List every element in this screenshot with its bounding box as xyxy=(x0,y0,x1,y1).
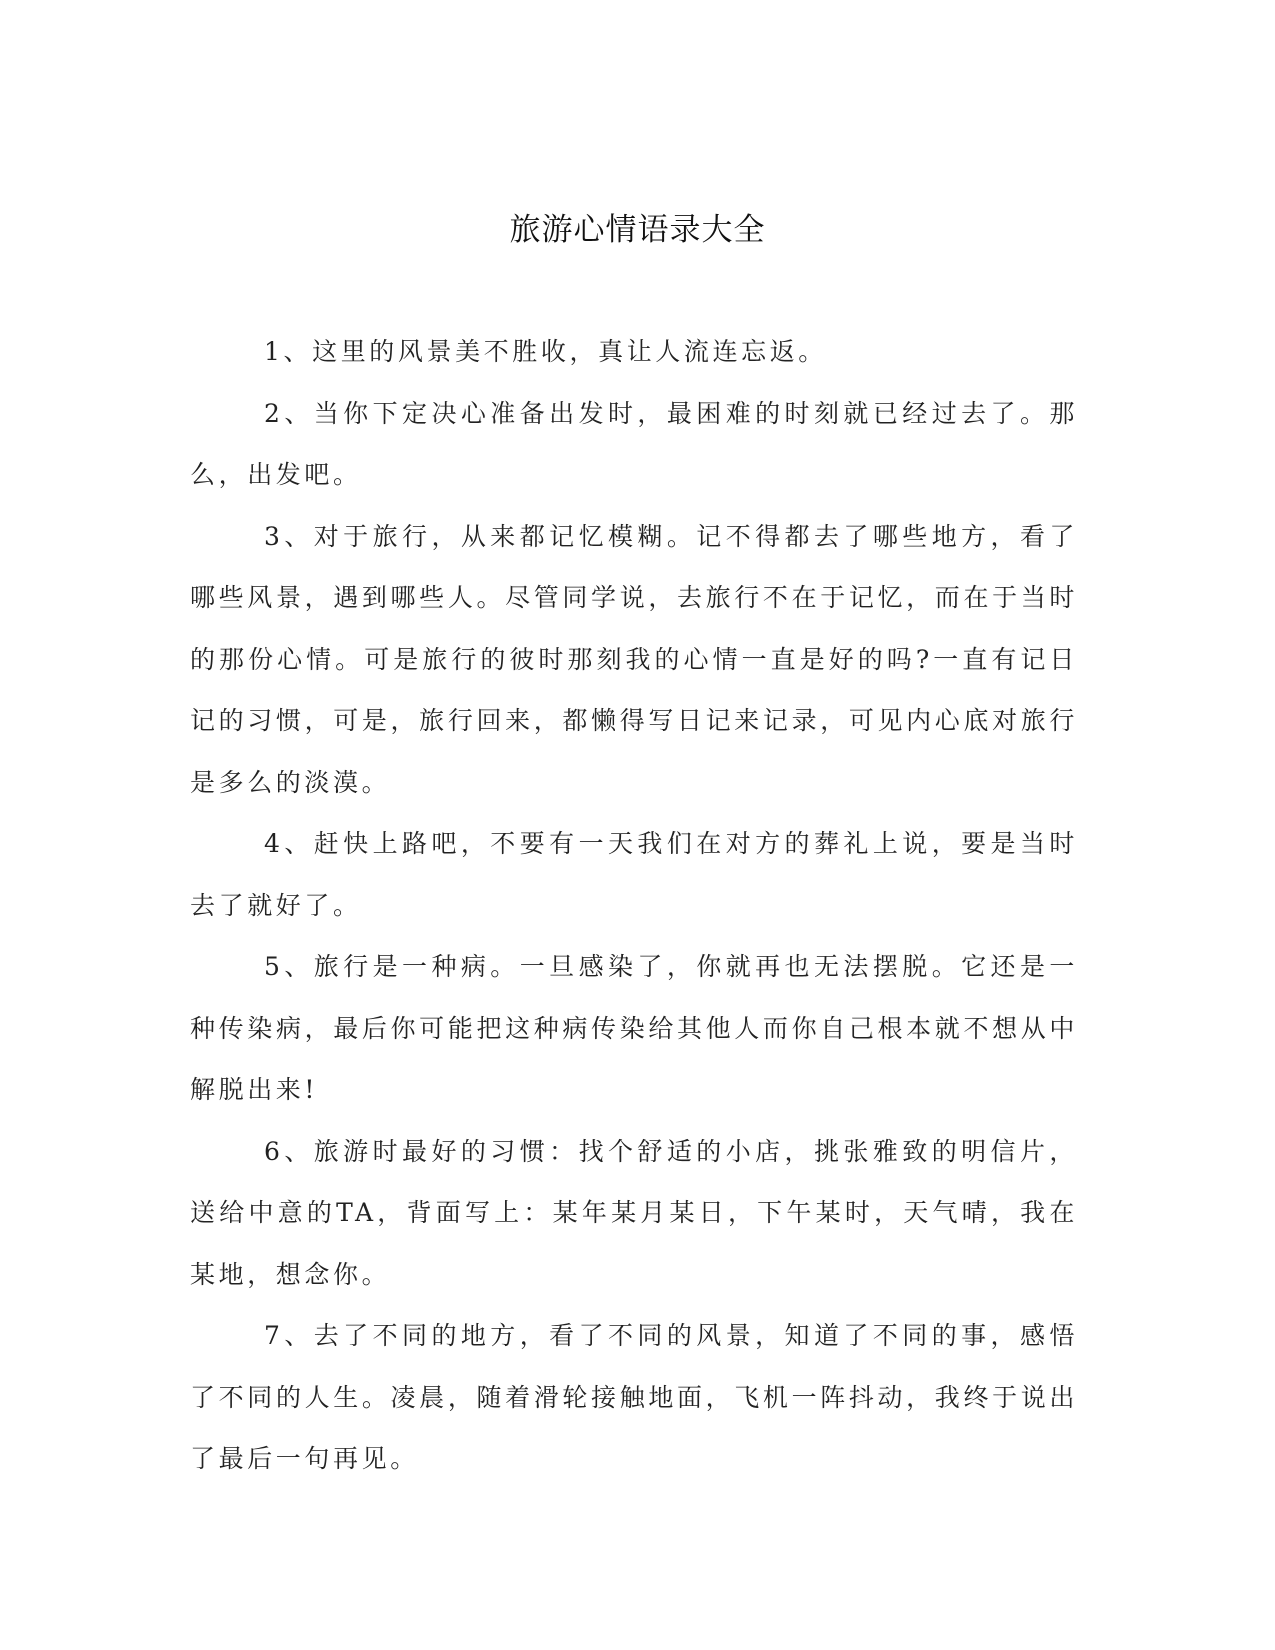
paragraph-1: 1、这里的风景美不胜收，真让人流连忘返。 xyxy=(264,337,827,366)
paragraph-2: 2、当你下定决心准备出发时，最困难的时刻就已经过去了。那么，出发吧。 xyxy=(190,398,1078,489)
document-title: 旅游心情语录大全 xyxy=(509,212,766,248)
document-body xyxy=(190,321,1078,1490)
paragraph-5: 5、旅行是一种病。一旦感染了，你就再也无法摆脱。它还是一种传染病，最后你可能把这种病传染给其他人而你自己根本就不想从中解脱出来! xyxy=(190,952,1078,1104)
paragraph-6: 6、旅游时最好的习惯：找个舒适的小店，挑张雅致的明信片，送给中意的TA，背面写上：某年某月某日，下午某时，天气晴，我在某地，想念你。 xyxy=(190,1136,1078,1289)
paragraph-3: 3、对于旅行，从来都记忆模糊。记不得都去了哪些地方，看了哪些风景，遇到哪些人。尽管同学说，去旅行不在于记忆，而在于当时的那份心情。可是旅行的彼时那刻我的心情一直是好的吗?一直有记日记的习惯，可是，旅行回来，都懒得写日记来记录，可见内心底对旅行是多么的淡漠。 xyxy=(190,521,1078,797)
paragraph-4: 4、赶快上路吧，不要有一天我们在对方的葬礼上说，要是当时去了就好了。 xyxy=(190,829,1078,920)
paragraph-7: 7、去了不同的地方，看了不同的风景，知道了不同的事，感悟了不同的人生。凌晨，随着滑轮接触地面，飞机一阵抖动，我终于说出了最后一句再见。 xyxy=(190,1321,1078,1473)
